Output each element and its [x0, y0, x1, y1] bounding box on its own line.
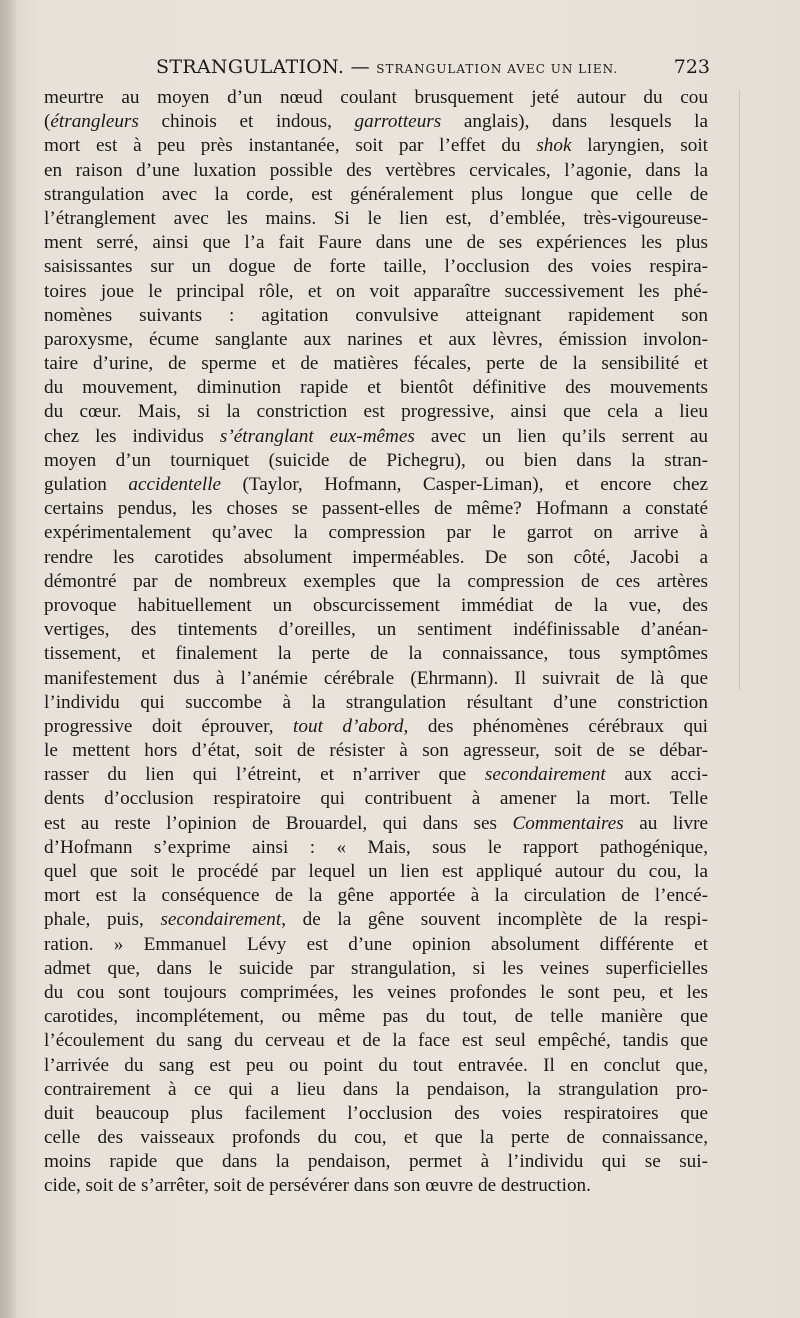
- text-segment: phale, puis,: [44, 909, 161, 931]
- text-segment: mort est la conséquence de la gêne apportée à la circulation de l’encé-: [44, 885, 708, 907]
- text-segment: celle des vaisseaux profonds du cou, et que la perte de connaissance,: [44, 1127, 708, 1149]
- text-segment: , des phénomènes cérébraux qui: [403, 715, 708, 737]
- text-segment: ment serré, ainsi que l’a fait Faure dans une de ses expériences les plus: [44, 232, 708, 254]
- text-line: [44, 787, 708, 811]
- text-line: [44, 1126, 708, 1150]
- text-segment: admet que, dans le suicide par strangulation, si les veines superficielles: [44, 957, 708, 979]
- text-line: [44, 763, 708, 787]
- text-line: [44, 134, 708, 158]
- text-segment: , de la gêne souvent incomplète de la respi-: [281, 909, 708, 931]
- text-line: [44, 255, 708, 279]
- text-segment: mort est à peu près instantanée, soit par l’effet du: [44, 135, 537, 157]
- text-line: [44, 1078, 708, 1102]
- text-segment: dents d’occlusion respiratoire qui contribuent à amener la mort. Telle: [44, 788, 708, 810]
- text-line: [44, 860, 708, 884]
- text-segment: duit beaucoup plus facilement l’occlusion des voies respiratoires que: [44, 1102, 708, 1124]
- text-line: [44, 618, 708, 642]
- page-number: 723: [673, 56, 710, 78]
- text-segment: aux acci-: [605, 764, 708, 786]
- running-header: [44, 50, 714, 84]
- body-text: [44, 86, 708, 1199]
- text-segment: l’individu qui succombe à la strangulation résultant d’une constriction: [44, 691, 708, 713]
- text-segment: du cou sont toujours comprimées, les veines profondes le sont peu, et les: [44, 981, 708, 1003]
- text-segment: provoque habituellement un obscurcissement immédiat de la vue, des: [44, 594, 708, 616]
- text-line: [44, 425, 708, 449]
- text-line: [44, 642, 708, 666]
- text-line: [44, 933, 708, 957]
- text-line: [44, 836, 708, 860]
- italic-text: s’étranglant eux-mêmes: [219, 425, 415, 447]
- text-segment: au livre: [623, 812, 708, 834]
- text-line: [44, 691, 708, 715]
- text-segment: (: [44, 111, 51, 133]
- text-segment: d’Hofmann s’exprime ainsi : « Mais, sous le rapport pathogénique,: [44, 836, 708, 858]
- text-segment: laryngien, soit: [571, 135, 708, 157]
- page-edge-shadow: [737, 90, 740, 690]
- text-segment: certains pendus, les choses se passent-elles de même? Hofmann a constaté: [44, 498, 708, 520]
- text-line: [44, 1102, 708, 1126]
- text-line: [44, 908, 708, 932]
- italic-text: secondairement: [484, 764, 606, 786]
- text-line: [44, 449, 708, 473]
- text-segment: le mettent hors d’état, soit de résister à son agresseur, soit de se débar-: [44, 740, 708, 762]
- text-line: [44, 473, 708, 497]
- text-segment: progressive doit éprouver,: [44, 715, 294, 737]
- text-segment: rasser du lien qui l’étreint, et n’arriver que: [44, 764, 485, 786]
- text-segment: saisissantes sur un dogue de forte taille, l’occlusion des voies respira-: [44, 256, 708, 278]
- text-line: [44, 497, 708, 521]
- text-line: [44, 1005, 708, 1029]
- text-line: [44, 1174, 708, 1198]
- text-segment: démontré par de nombreux exemples que la compression de ces artères: [44, 570, 708, 592]
- text-line: [44, 715, 708, 739]
- text-line: [44, 1150, 708, 1174]
- text-line: [44, 231, 708, 255]
- text-segment: en raison d’une luxation possible des vertèbres cervicales, l’agonie, dans la: [44, 159, 708, 181]
- text-line: [44, 521, 708, 545]
- text-segment: manifestement dus à l’anémie cérébrale (Ehrmann). Il suivrait de là que: [44, 667, 708, 689]
- italic-text: accidentelle: [128, 474, 222, 495]
- running-subtitle: STRANGULATION AVEC UN LIEN.: [376, 62, 619, 76]
- text-segment: vertiges, des tintements d’oreilles, un sentiment indéfinissable d’anéan-: [44, 619, 708, 641]
- text-segment: quel que soit le procédé par lequel un lien est appliqué autour du cou, la: [44, 861, 708, 882]
- text-segment: ration. » Emmanuel Lévy est d’une opinion absolument différente et: [44, 933, 708, 955]
- text-line: [44, 884, 708, 908]
- text-line: [44, 739, 708, 763]
- text-segment: rendre les carotides absolument imperméables. De son côté, Jacobi a: [44, 546, 708, 568]
- text-line: [44, 110, 708, 134]
- text-segment: meurtre au moyen d’un nœud coulant brusquement jeté autour du cou: [44, 87, 708, 108]
- text-segment: paroxysme, écume sanglante aux narines et aux lèvres, émission involon-: [44, 328, 708, 350]
- text-line: [44, 304, 708, 328]
- text-line: [44, 957, 708, 981]
- text-line: [44, 183, 708, 207]
- text-segment: taire d’urine, de sperme et de matières fécales, perte de la sensibilité et: [44, 353, 708, 375]
- text-segment: l’arrivée du sang est peu ou point du tout entravée. Il en conclut que,: [44, 1054, 708, 1076]
- text-line: [44, 812, 708, 836]
- text-line: [44, 981, 708, 1005]
- text-segment: gulation: [44, 474, 129, 495]
- text-segment: toires joue le principal rôle, et on voit apparaître successivement les phé-: [44, 280, 708, 302]
- text-segment: tissement, et finalement la perte de la connaissance, tous symptômes: [44, 643, 708, 665]
- text-line: [44, 376, 708, 400]
- text-segment: avec un lien qu’ils serrent au: [414, 425, 708, 447]
- text-line: [44, 667, 708, 691]
- text-line: [44, 594, 708, 618]
- text-segment: contrairement à ce qui a lieu dans la pendaison, la strangulation pro-: [44, 1078, 708, 1100]
- italic-text: étrangleurs: [50, 111, 139, 133]
- text-segment: du cœur. Mais, si la constriction est progressive, ainsi que cela a lieu: [44, 401, 708, 423]
- gutter-shadow: [0, 0, 18, 1318]
- text-segment: l’écoulement du sang du cerveau et de la face est seul empêché, tandis que: [44, 1030, 708, 1052]
- text-line: [44, 280, 708, 304]
- text-line: [44, 328, 708, 352]
- text-segment: moyen d’un tourniquet (suicide de Pichegru), ou bien dans la stran-: [44, 449, 708, 471]
- running-title-main: STRANGULATION. —: [156, 56, 377, 78]
- italic-text: tout d’abord: [293, 715, 404, 737]
- text-segment: moins rapide que dans la pendaison, permet à l’individu qui se sui-: [44, 1151, 708, 1173]
- text-line: [44, 570, 708, 594]
- running-title: [156, 56, 618, 78]
- text-line: [44, 546, 708, 570]
- text-line: [44, 159, 708, 183]
- italic-text: Commentaires: [512, 812, 624, 834]
- text-segment: l’étranglement avec les mains. Si le lien est, d’emblée, très-vigoureuse-: [44, 207, 708, 229]
- text-line: [44, 352, 708, 376]
- text-segment: chinois et indous,: [138, 111, 355, 133]
- text-segment: est au reste l’opinion de Brouardel, qui dans ses: [44, 812, 513, 834]
- italic-text: shok: [536, 135, 572, 157]
- text-segment: nomènes suivants : agitation convulsive atteignant rapidement son: [44, 304, 708, 326]
- text-segment: chez les individus: [44, 425, 220, 447]
- text-segment: carotides, incomplétement, ou même pas du tout, de telle manière que: [44, 1006, 708, 1028]
- text-segment: expérimentalement qu’avec la compression par le garrot on arrive à: [44, 522, 708, 544]
- text-line: [44, 400, 708, 424]
- text-segment: du mouvement, diminution rapide et bientôt définitive des mouvements: [44, 377, 708, 399]
- text-line: [44, 86, 708, 110]
- italic-text: secondairement: [160, 909, 282, 931]
- text-segment: cide, soit de s’arrêter, soit de persévérer dans son œuvre de destruction.: [44, 1175, 591, 1197]
- text-line: [44, 1054, 708, 1078]
- text-segment: (Taylor, Hofmann, Casper-Liman), et encore chez: [221, 474, 708, 495]
- text-line: [44, 1029, 708, 1053]
- italic-text: garrotteurs: [354, 111, 442, 133]
- text-segment: anglais), dans lesquels la: [441, 111, 708, 133]
- text-line: [44, 207, 708, 231]
- text-segment: strangulation avec la corde, est généralement plus longue que celle de: [44, 183, 708, 205]
